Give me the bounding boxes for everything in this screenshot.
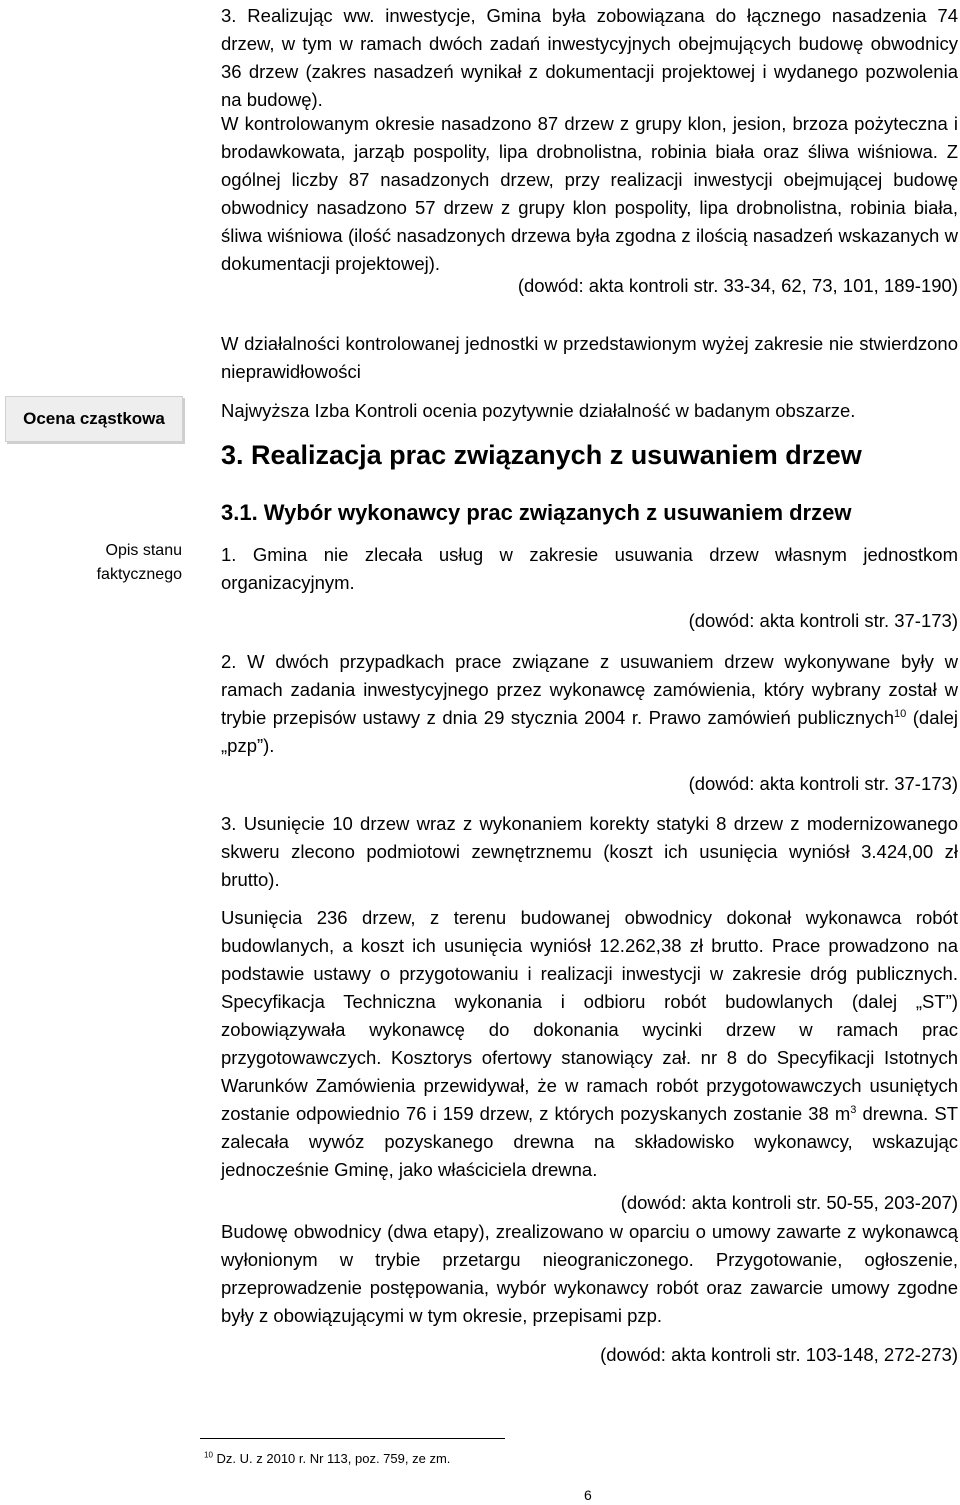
page-number: 6 (584, 1487, 592, 1503)
evidence-reference-4: (dowód: akta kontroli str. 50-55, 203-207) (620, 1192, 958, 1213)
factual-state-label-line1: Opis stanu (105, 542, 182, 559)
section-title: 3. Realizacja prac związanych z usuwaniem drzew (221, 440, 862, 470)
item-1: 1. Gmina nie zlecała usług w zakresie usuwania drzew własnym jednostkom organizacyjnym. (221, 544, 958, 593)
item-2-tail: (dalej „pzp”). (221, 707, 958, 756)
item-3: 3. Usunięcie 10 drzew wraz z wykonaniem korekty statyki 8 drzew z modernizowanego skweru zlecono podmiotowi zewnętrznemu (koszt ich usunięcia wyniósł 3.424,00 zł brutto). (221, 813, 958, 890)
footnote (204, 1450, 450, 1468)
footnote-text: Dz. U. z 2010 r. Nr 113, poz. 759, ze zm. (212, 1451, 451, 1466)
item-2 (221, 648, 958, 760)
paragraph-no-irregularities: W działalności kontrolowanej jednostki w przedstawionym wyżej zakresie nie stwierdzono nieprawidłowości (221, 333, 958, 382)
footnote-number: 10 (204, 1450, 213, 1460)
factual-state-label-line2: faktycznego (96, 566, 182, 583)
partial-assessment-box (5, 396, 183, 442)
footnote-mark: 10 (894, 707, 907, 720)
paragraph-bypass-text: Usunięcia 236 drzew, z terenu budowanej obwodnicy dokonał wykonawca robót budowlanych, a koszt ich usunięcia wyniósł 12.262,38 zł brutto. Prace prowadzono na podstawie ustawy o przygotowaniu i realizacji inwestycji w zakresie dróg publicznych. Specyfikacja Techniczna wykonania i odbioru robót budowlanych (dalej „ST”) zobowiązywała wykonawcę do dokonania wycinki drzew w ramach prac przygotowawczych. Kosztorys ofertowy stanowiący zał. nr 8 do Specyfikacji Istotnych Warunków Zamówienia przewidywał, że w ramach robót przygotowawczych usuniętych zostanie odpowiednio 76 i 159 drzew, z których pozyskanych zostanie 38 m (221, 907, 958, 1124)
evidence-reference-5: (dowód: akta kontroli str. 103-148, 272-273) (600, 1344, 958, 1365)
paragraph-bypass-tail: drewna. ST zalecała wywóz pozyskanego drewna na składowisko wykonawcy, wskazując jednocześnie Gminę, jako właściciela drewna. (221, 1103, 958, 1180)
factual-state-label (60, 539, 182, 587)
paragraph-investment-planting: 3. Realizując ww. inwestycje, Gmina była zobowiązana do łącznego nasadzenia 74 drzew, w tym w ramach dwóch zadań inwestycyjnych obejmujących budowę obwodnicy 36 drzew (zakres nasadzeń wynikał z dokumentacji projektowej i wydanego pozwolenia na budowę). (221, 5, 958, 110)
paragraph-planted-trees: W kontrolowanym okresie nasadzono 87 drzew z grupy klon, jesion, brzoza pożyteczna i brodawkowata, jarząb pospolity, lipa drobnolistna, robinia biała oraz śliwa wiśniowa. Z ogólnej liczby 87 nasadzonych drzew, przy realizacji inwestycji obejmującej budowę obwodnicy nasadzono 57 drzew z grupy klon pospolity, lipa drobnolistna, robinia biała, śliwa wiśniowa (ilość nasadzonych drzewa była zgodna z ilością nasadzeń wskazanych w dokumentacji projektowej). (221, 113, 958, 274)
cubic-superscript: 3 (850, 1103, 857, 1116)
assessment-text: Najwyższa Izba Kontroli ocenia pozytywnie działalność w badanym obszarze. (221, 400, 856, 421)
paragraph-bypass-tree-removal (221, 904, 958, 1184)
evidence-reference-2: (dowód: akta kontroli str. 37-173) (688, 773, 958, 794)
partial-assessment-label: Ocena cząstkowa (23, 409, 165, 428)
evidence-reference: (dowód: akta kontroli str. 33-34, 62, 73, 101, 189-190) (517, 275, 958, 296)
subsection-title: 3.1. Wybór wykonawcy prac związanych z usuwaniem drzew (221, 500, 852, 525)
item-2-text: 2. W dwóch przypadkach prace związane z usuwaniem drzew wykonywane były w ramach zadania inwestycyjnego przez wykonawcę zamówienia, który wybrany został w trybie przepisów ustawy z dnia 29 stycznia 2004 r. Prawo zamówień publicznych (221, 651, 958, 728)
evidence-reference-1: (dowód: akta kontroli str. 37-173) (688, 610, 958, 631)
footnote-separator (200, 1438, 505, 1439)
paragraph-bypass-contract: Budowę obwodnicy (dwa etapy), zrealizowano w oparciu o umowy zawarte z wykonawcą wyłonionym w trybie przetargu nieograniczonego. Przygotowanie, ogłoszenie, przeprowadzenie postępowania, wybór wykonawcy robót oraz zawarcie umowy zgodne były z obowiązującymi w tym okresie, przepisami pzp. (221, 1221, 958, 1326)
